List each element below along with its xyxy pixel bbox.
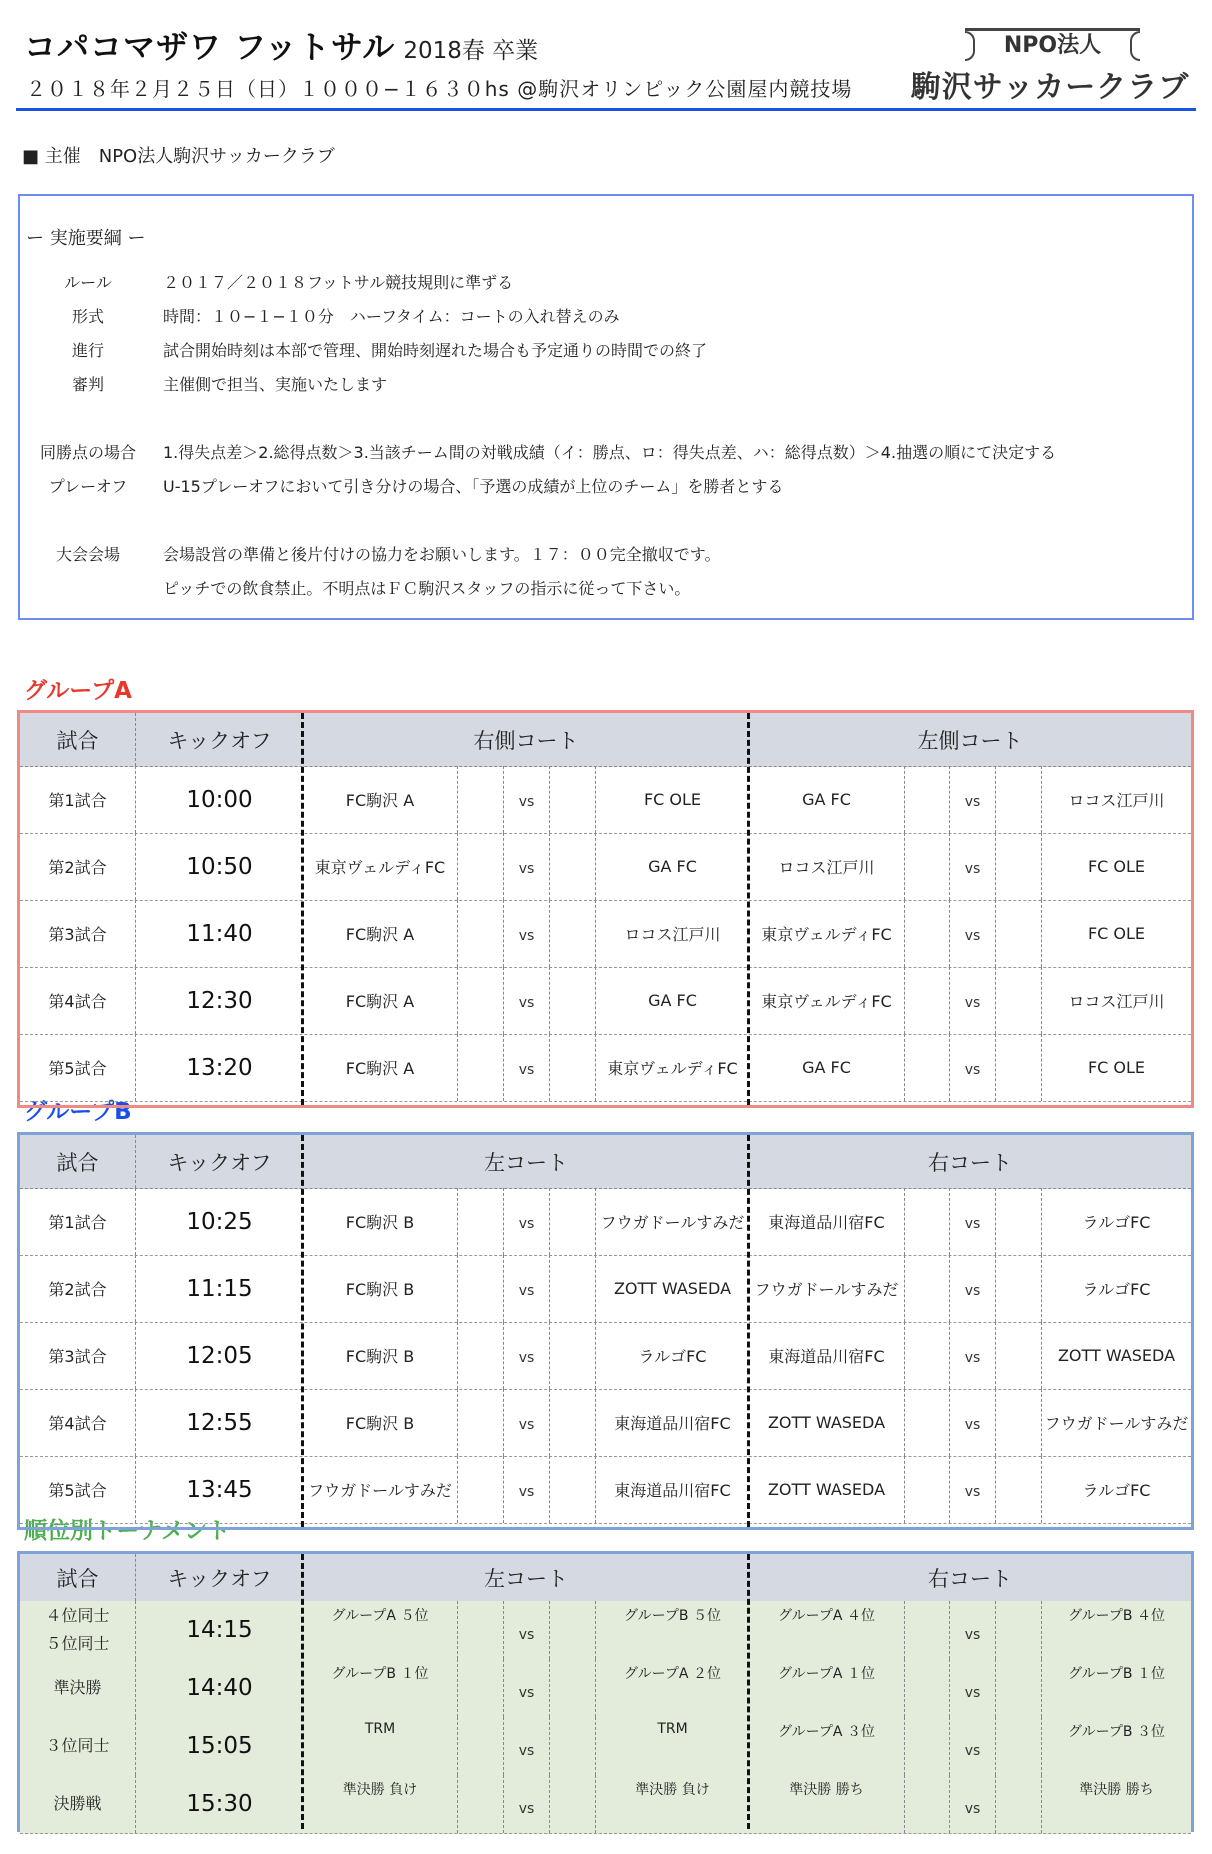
vs-label: vs [950,1717,996,1775]
team-name: ラルゴFC [1082,1481,1151,1500]
title-subtitle: 2018春 卒業 [403,38,539,64]
game-label-line: ５位同士 [45,1634,110,1653]
score-cell[interactable] [458,1775,504,1833]
outline-row-text: 主催側で担当、実施いたします [163,375,388,394]
kickoff-time: 11:40 [186,920,253,947]
score-cell[interactable] [550,1659,596,1717]
team-name: ロコス江戸川 [749,833,905,900]
team-name: FC OLE [643,790,702,809]
team-name: FC OLE [1087,924,1146,943]
team-name: FC駒沢 B [303,1389,458,1456]
table-row [20,1322,1191,1390]
court-separator [301,713,304,1105]
game-label [20,900,136,967]
game-label [20,1601,136,1659]
vs-label: vs [504,833,550,900]
team-name: FC駒沢 B [303,1188,458,1255]
outline-row-label: 同勝点の場合 [39,443,136,462]
game-label [20,1775,136,1833]
team-name: FC OLE [1087,1058,1146,1077]
team-name: グループA ２位 [624,1666,721,1682]
team-name: ロコス江戸川 [1068,791,1165,810]
game-label [20,1188,136,1255]
vs-label: vs [950,1389,996,1456]
outline-row-text: 1.得失点差＞2.総得点数＞3.当該チーム間の対戦成績（イ：勝点、ロ：得失点差、ハ：総得点数）＞4.抽選の順にて決定する [163,443,1057,462]
team-name: グループA １位 [749,1659,905,1717]
score-cell[interactable] [550,967,596,1034]
score-cell[interactable] [550,1389,596,1456]
table-row [20,1389,1191,1457]
game-label [20,1034,136,1101]
score-cell[interactable] [996,1188,1042,1255]
score-cell[interactable] [905,1775,950,1833]
kickoff-time: 10:50 [186,853,253,880]
outline-row-text: 時間：１０−１−１０分 ハーフタイム：コートの入れ替えのみ [163,307,620,326]
game-label-line: 第1試合 [48,791,107,810]
group-a-schedule-table [17,710,1194,1108]
score-cell[interactable] [996,766,1042,833]
team-name: フウガドールすみだ [749,1255,905,1322]
score-cell[interactable] [458,1456,504,1523]
team-name: 東京ヴェルディFC [607,1059,738,1078]
team-name: フウガドールすみだ [1044,1414,1189,1433]
kickoff-time: 12:55 [186,1409,253,1436]
score-cell[interactable] [905,1188,950,1255]
outline-row-text: ピッチでの飲食禁止。不明点はＦＣ駒沢スタッフの指示に従って下さい。 [163,579,691,598]
vs-label: vs [504,1601,550,1659]
score-cell[interactable] [550,1775,596,1833]
kickoff-time: 15:30 [186,1791,253,1817]
team-name: FC OLE [1087,857,1146,876]
outline-row-label: 大会会場 [55,545,120,564]
table-row [20,766,1191,834]
header-court-1: 左コート [484,1566,568,1591]
vs-label: vs [950,766,996,833]
game-label-line: 第4試合 [48,1414,107,1433]
outline-box [18,194,1194,620]
vs-label: vs [950,1456,996,1523]
table-row [20,1456,1191,1524]
outline-row-text: U-15プレーオフにおいて引き分けの場合、「予選の成績が上位のチーム」を勝者とする [163,477,784,496]
team-name: ロコス江戸川 [1068,992,1165,1011]
outline-row-text: 会場設営の準備と後片付けの協力をお願いします。１７：００完全撤収です。 [163,545,721,564]
vs-label: vs [950,1188,996,1255]
score-cell[interactable] [550,1255,596,1322]
score-cell[interactable] [905,766,950,833]
score-cell[interactable] [905,1389,950,1456]
vs-label: vs [950,1775,996,1833]
team-name: 東京ヴェルディFC [303,833,458,900]
kickoff-time: 14:15 [186,1617,253,1643]
outline-row-label: 形式 [71,307,104,326]
table-header [20,1135,1191,1189]
game-label [20,1322,136,1389]
score-cell[interactable] [550,833,596,900]
team-name: ラルゴFC [1082,1213,1151,1232]
team-name: FC駒沢 A [303,900,458,967]
score-cell[interactable] [905,1322,950,1389]
score-cell[interactable] [458,1717,504,1775]
score-cell[interactable] [996,1034,1042,1101]
page-title [24,22,538,68]
team-name: ZOTT WASEDA [613,1279,732,1298]
kickoff-time: 12:05 [186,1342,253,1369]
team-name: 準決勝 勝ち [749,1775,905,1833]
game-label [20,1717,136,1775]
score-cell[interactable] [996,833,1042,900]
vs-label: vs [504,766,550,833]
score-cell[interactable] [996,1659,1042,1717]
game-label [20,833,136,900]
team-name: FC駒沢 B [303,1322,458,1389]
game-label [20,1255,136,1322]
game-label-line: 第3試合 [48,925,107,944]
game-label-line: 準決勝 [53,1678,102,1697]
kickoff-time: 11:15 [186,1275,253,1302]
tournament-title: 順位別トーナメント [24,1518,231,1544]
vs-label: vs [950,967,996,1034]
score-cell[interactable] [458,900,504,967]
vs-label: vs [950,1659,996,1717]
game-label-line: 決勝戦 [53,1794,102,1813]
game-label [20,1389,136,1456]
group-b-schedule-table [17,1132,1194,1530]
team-name: GA FC [749,766,905,833]
header-kickoff: キックオフ [167,1566,272,1591]
team-name: 東海道品川宿FC [749,1188,905,1255]
game-label-line: 第5試合 [48,1059,107,1078]
game-label-line: 第2試合 [48,1280,107,1299]
table-row [20,1717,1191,1776]
team-name: ZOTT WASEDA [749,1389,905,1456]
court-separator [747,1135,750,1527]
team-name: FC駒沢 A [303,1034,458,1101]
score-cell[interactable] [905,1659,950,1717]
game-label-line: 第2試合 [48,858,107,877]
team-name: GA FC [648,991,697,1010]
event-dateline: ２０１８年２月２５日（日）１０００−１６３０hs @駒沢オリンピック公園屋内競技場 [26,77,853,101]
court-separator [301,1135,304,1527]
team-name: グループA ５位 [303,1601,458,1659]
team-name: 準決勝 負け [303,1775,458,1833]
score-cell[interactable] [996,1255,1042,1322]
vs-label: vs [504,1456,550,1523]
score-cell[interactable] [550,1322,596,1389]
team-name: グループB １位 [1068,1666,1165,1682]
team-name: フウガドールすみだ [303,1456,458,1523]
team-name: ラルゴFC [1082,1280,1151,1299]
vs-label: vs [950,900,996,967]
score-cell[interactable] [905,833,950,900]
score-cell[interactable] [458,1034,504,1101]
vs-label: vs [504,1717,550,1775]
score-cell[interactable] [996,1601,1042,1659]
score-cell[interactable] [996,967,1042,1034]
score-cell[interactable] [905,1456,950,1523]
team-name: ZOTT WASEDA [1057,1346,1176,1365]
team-name: フウガドールすみだ [600,1213,745,1232]
score-cell[interactable] [996,1389,1042,1456]
table-row [20,833,1191,901]
score-cell[interactable] [550,900,596,967]
score-cell[interactable] [996,1775,1042,1833]
vs-label: vs [504,1775,550,1833]
vs-label: vs [950,833,996,900]
score-cell[interactable] [550,1034,596,1101]
header-game: 試合 [20,1135,136,1188]
game-label [20,967,136,1034]
table-row [20,1188,1191,1256]
score-cell[interactable] [996,1717,1042,1775]
outline-row-text: ２０１７／２０１８フットサル競技規則に準ずる [163,273,514,292]
team-name: グループB ４位 [1068,1608,1165,1624]
score-cell[interactable] [905,1601,950,1659]
title-text: コパコマザワ フットサル [24,28,396,66]
team-name: ロコス江戸川 [624,925,721,944]
score-cell[interactable] [458,766,504,833]
vs-label: vs [504,1659,550,1717]
vs-label: vs [504,967,550,1034]
score-cell[interactable] [905,900,950,967]
court-separator [747,1554,750,1829]
team-name: 準決勝 負け [635,1782,710,1798]
score-cell[interactable] [458,833,504,900]
club-logo [905,26,1195,105]
score-cell[interactable] [458,1188,504,1255]
game-label-line: ３位同士 [45,1736,110,1755]
team-name: グループA ４位 [749,1601,905,1659]
game-label-line: 第1試合 [48,1213,107,1232]
team-name: FC駒沢 A [303,967,458,1034]
score-cell[interactable] [550,1456,596,1523]
score-cell[interactable] [550,1717,596,1775]
game-label-line: ４位同士 [45,1606,110,1625]
kickoff-time: 12:30 [186,987,253,1014]
header-court-2: 右コート [928,1566,1012,1591]
team-name: GA FC [749,1034,905,1101]
kickoff-time: 10:00 [186,786,253,813]
kickoff-time: 15:05 [186,1733,253,1759]
header-kickoff: キックオフ [167,728,272,753]
table-row [20,967,1191,1035]
outline-row-label: 進行 [71,341,104,360]
team-name: FC駒沢 A [303,766,458,833]
score-cell[interactable] [905,967,950,1034]
score-cell[interactable] [996,1456,1042,1523]
vs-label: vs [504,1389,550,1456]
score-cell[interactable] [458,967,504,1034]
vs-label: vs [504,900,550,967]
team-name: 準決勝 勝ち [1079,1782,1154,1798]
team-name: グループA ３位 [749,1717,905,1775]
team-name: 東海道品川宿FC [749,1322,905,1389]
team-name: ラルゴFC [638,1347,707,1366]
header-court-1: 右側コート [473,728,579,753]
game-label [20,1456,136,1523]
outline-row-label: 審判 [71,375,104,394]
game-label-line: 第3試合 [48,1347,107,1366]
header-court-2: 右コート [928,1150,1012,1175]
table-row [20,1601,1191,1660]
kickoff-time: 10:25 [186,1208,253,1235]
court-separator [747,713,750,1105]
game-label-line: 第5試合 [48,1481,107,1500]
kickoff-time: 14:40 [186,1675,253,1701]
header-divider [16,108,1196,111]
team-name: TRM [657,1721,688,1737]
tournament-schedule-table [17,1551,1194,1832]
table-row [20,1775,1191,1834]
score-cell[interactable] [996,900,1042,967]
team-name: 東京ヴェルディFC [749,900,905,967]
outline-row-label: プレーオフ [48,477,128,496]
team-name: GA FC [648,857,697,876]
score-cell[interactable] [550,766,596,833]
score-cell[interactable] [458,1601,504,1659]
table-header [20,1554,1191,1602]
header-kickoff: キックオフ [167,1150,272,1175]
team-name: 東京ヴェルディFC [749,967,905,1034]
group-a-title: グループA [24,678,132,704]
header-game: 試合 [20,1554,136,1601]
score-cell[interactable] [458,1322,504,1389]
table-header [20,713,1191,767]
outline-row-label: ルール [64,273,112,292]
team-name: グループB ５位 [624,1608,721,1624]
score-cell[interactable] [458,1255,504,1322]
score-cell[interactable] [905,1034,950,1101]
team-name: グループB １位 [303,1659,458,1717]
vs-label: vs [950,1255,996,1322]
outline-row-text: 試合開始時刻は本部で管理、開始時刻遅れた場合も予定通りの時間での終了 [163,341,708,360]
group-b-title: グループB [24,1099,132,1125]
score-cell[interactable] [996,1322,1042,1389]
header-court-1: 左コート [484,1150,568,1175]
kickoff-time: 13:20 [186,1054,253,1081]
table-row [20,900,1191,968]
vs-label: vs [504,1034,550,1101]
logo-banner: NPO法人 [965,28,1140,61]
score-cell[interactable] [458,1389,504,1456]
vs-label: vs [950,1034,996,1101]
score-cell[interactable] [905,1717,950,1775]
team-name: ZOTT WASEDA [749,1456,905,1523]
table-row [20,1034,1191,1102]
score-cell[interactable] [458,1659,504,1717]
score-cell[interactable] [550,1601,596,1659]
header-court-2: 左側コート [917,728,1023,753]
team-name: TRM [303,1717,458,1775]
vs-label: vs [950,1322,996,1389]
vs-label: vs [504,1188,550,1255]
team-name: グループB ３位 [1068,1724,1165,1740]
game-label [20,1659,136,1717]
logo-club-name: 駒沢サッカークラブ [910,70,1190,105]
host-line: ■ 主催 NPO法人駒沢サッカークラブ [22,146,335,167]
team-name: FC駒沢 B [303,1255,458,1322]
kickoff-time: 13:45 [186,1476,253,1503]
game-label-line: 第4試合 [48,992,107,1011]
team-name: 東海道品川宿FC [614,1481,731,1500]
table-row [20,1255,1191,1323]
header-game: 試合 [20,713,136,766]
score-cell[interactable] [550,1188,596,1255]
vs-label: vs [950,1601,996,1659]
table-row [20,1659,1191,1718]
game-label [20,766,136,833]
vs-label: vs [504,1255,550,1322]
score-cell[interactable] [905,1255,950,1322]
outline-heading: ー 実施要綱 ー [26,228,146,249]
vs-label: vs [504,1322,550,1389]
court-separator [301,1554,304,1829]
team-name: 東海道品川宿FC [614,1414,731,1433]
